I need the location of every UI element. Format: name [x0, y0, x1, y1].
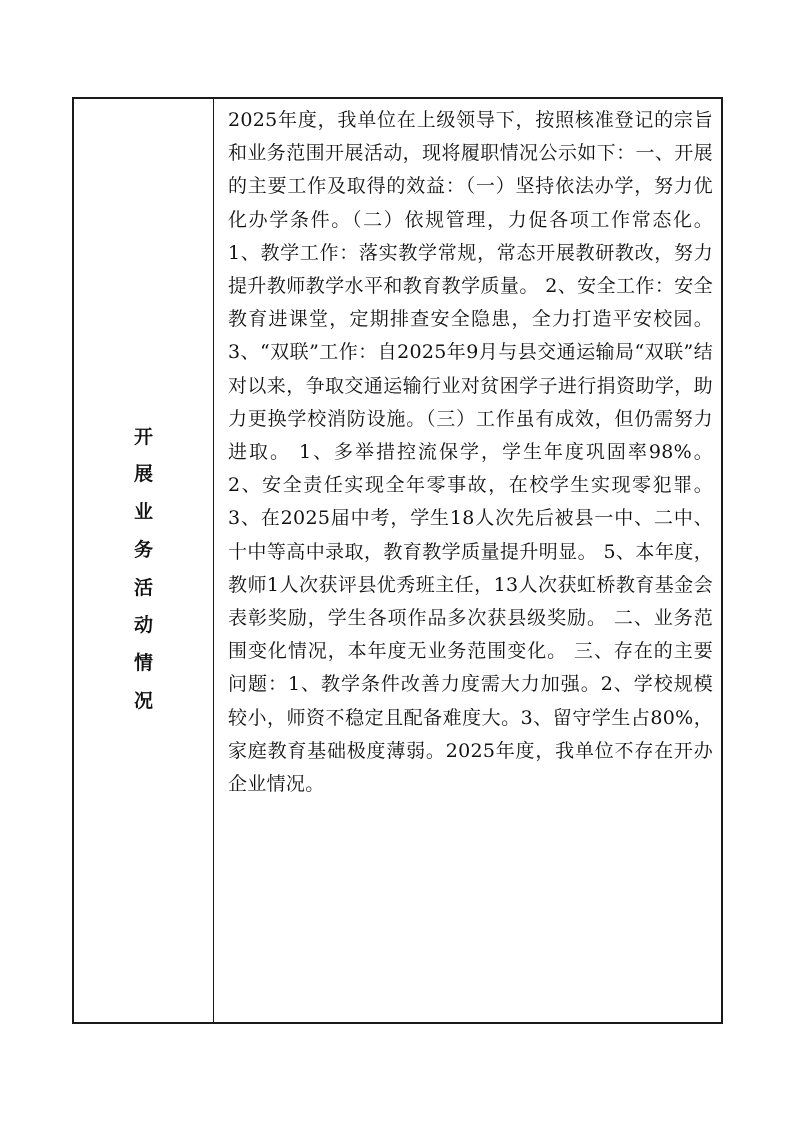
section-label-char: 开	[133, 425, 153, 448]
section-label-char: 动	[133, 614, 153, 637]
section-content-text: 2025年度，我单位在上级领导下，按照核准登记的宗旨和业务范围开展活动，现将履职情况公示如下：一、开展的主要工作及取得的效益：（一）坚持依法办学，努力优化办学条件。（二）依规管理，力促各项工作常态化。1、教学工作：落实教学常规，常态开展教研教改，努力提升教师教学水平和教育教学质量。 2、安全工作：安全教育进课堂，定期排查安全隐患，全力打造平安校园。3、“双联”工作：自2025年9月与县交通运输局“双联”结对以来，争取交通运输行业对贫困学子进行捐资助学，助力更换学校消防设施。（三）工作虽有成效，但仍需努力进取。 1、多举措控流保学，学生年度巩固率98%。 2、安全责任实现全年零事故，在校学生实现零犯罪。3、在2025届中考，学生18人次先后被县一中、二中、十中等高中录取，教育教学质量提升明显。 5、本年度，教师1人次获评县优秀班主任，13人次获虹桥教育基金会表彰奖励，学生各项作品多次获县级奖励。 二、业务范围变化情况，本年度无业务范围变化。 三、存在的主要问题：1、教学条件改善力度需大力加强。2、学校规模较小，师资不稳定且配备难度大。3、留守学生占80%，家庭教育基础极度薄弱。2025年度，我单位不存在开办企业情况。	[228, 109, 713, 796]
activity-report-table	[72, 97, 723, 1024]
section-label-char: 况	[133, 689, 153, 712]
section-label-char: 业	[133, 501, 153, 524]
section-label-char: 情	[133, 651, 153, 674]
section-content-cell	[214, 99, 721, 1022]
section-label-char: 展	[133, 463, 153, 486]
section-label-char: 活	[133, 576, 153, 599]
section-label-cell	[74, 99, 214, 1022]
section-label-char: 务	[133, 538, 153, 561]
